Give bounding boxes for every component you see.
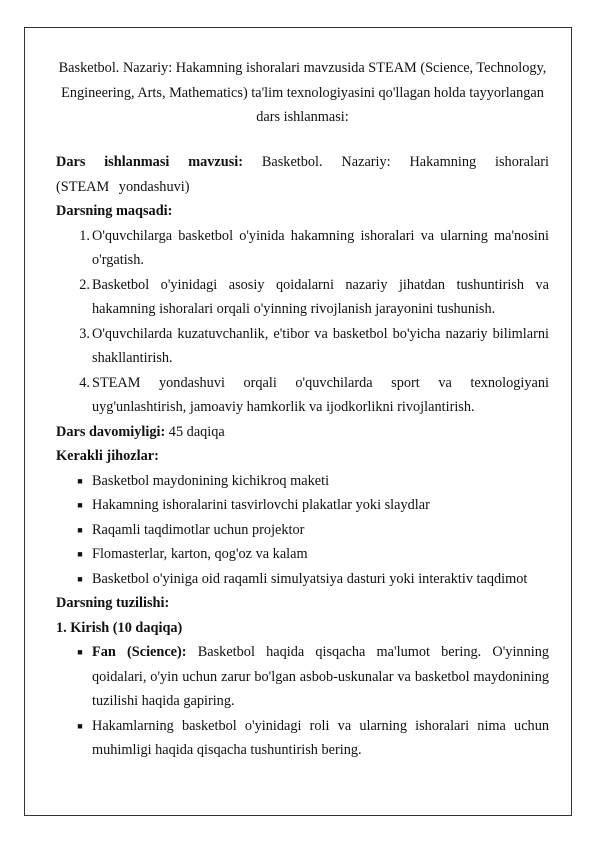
- list-item: [56, 518, 549, 543]
- item-text: Basketbol o'yiniga oid raqamli simulyatsiya dasturi yoki interaktiv taqdimot: [92, 570, 528, 587]
- item-number: 4.: [79, 374, 90, 391]
- list-item: [56, 371, 549, 420]
- document-body: [56, 150, 549, 763]
- item-number: 2.: [79, 276, 90, 293]
- duration-label: Dars davomiyligi:: [56, 423, 166, 440]
- item-text: STEAM yondashuvi orqali o'quvchilarda sport va texnologiyani uyg'unlashtirish, jamoaviy hamkorlik va ijodkorlikni rivojlantirish.: [92, 374, 549, 415]
- section-heading-text: 1. Kirish (10 daqiqa): [56, 619, 183, 636]
- bullet-icon: ■: [77, 475, 83, 486]
- item-text: Flomasterlar, karton, qog'oz va kalam: [92, 546, 308, 562]
- equipment-list: [56, 469, 549, 592]
- goals-heading-text: Darsning maqsadi:: [56, 203, 173, 219]
- item-text: Hakamning ishoralarini tasvirlovchi plakatlar yoki slaydlar: [92, 497, 430, 513]
- equipment-heading: [56, 444, 549, 469]
- item-text: Hakamlarning basketbol o'yinidagi roli va ularning ishoralari nima uchun muhimligi haqida qisqacha tushuntirish bering.: [92, 717, 549, 758]
- bullet-icon: ■: [77, 500, 83, 510]
- list-item: [56, 469, 549, 494]
- item-label: Fan (Science):: [92, 644, 187, 660]
- title-line: dars ishlanmasi:: [256, 109, 349, 125]
- topic-text: Basketbol. Nazariy: Hakamning ishoralari (STEAM yondashuvi): [56, 154, 550, 195]
- goals-list: [56, 224, 549, 420]
- title-line: Engineering, Arts, Mathematics) ta'lim texnologiyasini qo'llagan holda tayyorlangan: [61, 84, 544, 101]
- list-item: [56, 714, 549, 763]
- bullet-icon: ■: [77, 573, 83, 584]
- topic-paragraph: [56, 150, 549, 199]
- item-text: Basketbol haqida qisqacha ma'lumot bering. O'yinning qoidalari, o'yin uchun zarur bo'lgan asbob-uskunalar va basketbol maydonining tuzilishi haqida gapiring.: [92, 644, 549, 709]
- title-line: Basketbol. Nazariy: Hakamning ishoralari mavzusida STEAM (Science, Technology,: [58, 60, 547, 76]
- item-text: Raqamli taqdimotlar uchun projektor: [92, 521, 305, 538]
- topic-label: Dars ishlanmasi mavzusi:: [56, 154, 243, 170]
- duration-line: [56, 420, 549, 445]
- structure-list: [56, 640, 549, 763]
- item-number: 1.: [79, 227, 90, 244]
- section-heading: [56, 616, 549, 641]
- item-text: Basketbol maydonining kichikroq maketi: [92, 472, 330, 489]
- structure-heading: [56, 591, 549, 616]
- goals-heading: [56, 199, 549, 224]
- bullet-icon: ■: [77, 720, 83, 731]
- list-item: [56, 640, 549, 714]
- list-item: [56, 224, 549, 273]
- list-item: [56, 542, 549, 567]
- list-item: [56, 493, 549, 518]
- item-number: 3.: [79, 325, 90, 342]
- equipment-heading-text: Kerakli jihozlar:: [56, 448, 159, 464]
- document-title: [56, 56, 549, 130]
- list-item: [56, 273, 549, 322]
- bullet-icon: ■: [77, 549, 83, 559]
- item-text: O'quvchilarga basketbol o'yinida hakamning ishoralari va ularning ma'nosini o'rgatish.: [92, 227, 549, 268]
- item-text: Basketbol o'yinidagi asosiy qoidalarni nazariy jihatdan tushuntirish va hakamning ishoralari orqali o'yinning rivojlanish jarayonini tushunish.: [92, 276, 549, 317]
- bullet-icon: ■: [77, 647, 83, 657]
- list-item: [56, 567, 549, 592]
- duration-value: 45 daqiqa: [168, 423, 225, 440]
- structure-heading-text: Darsning tuzilishi:: [56, 595, 170, 611]
- item-text: O'quvchilarda kuzatuvchanlik, e'tibor va basketbol bo'yicha nazariy bilimlarni shakllantirish.: [92, 325, 549, 366]
- list-item: [56, 322, 549, 371]
- bullet-icon: ■: [77, 524, 83, 535]
